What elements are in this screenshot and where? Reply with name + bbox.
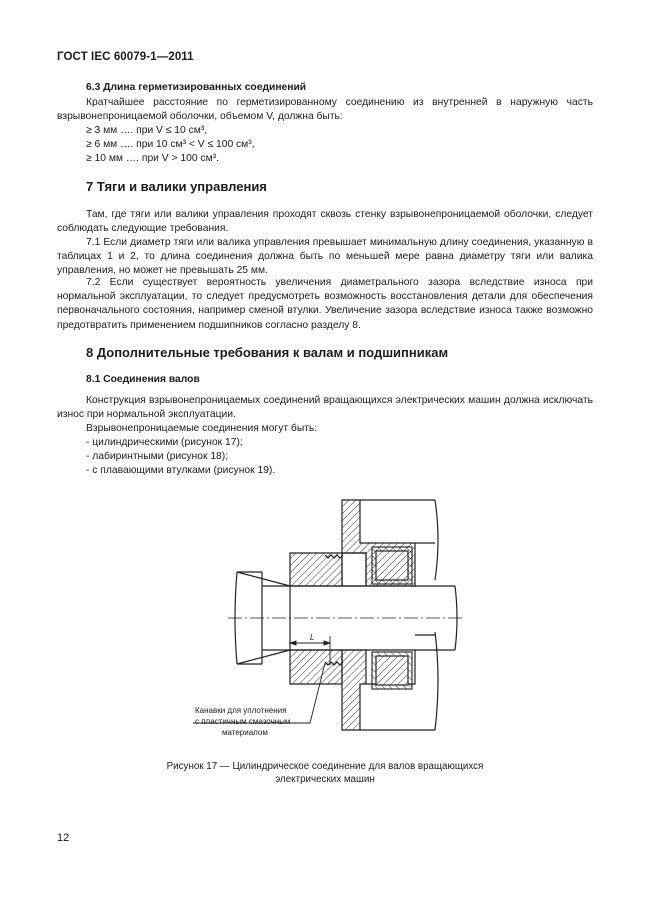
- section-8-heading: 8 Дополнительные требования к валам и подшипникам: [86, 345, 449, 360]
- list-item: ≥ 3 мм …. при V ≤ 10 см³,: [86, 125, 208, 136]
- section-8-1-paragraph: Конструкция взрывонепроницаемых соединений вращающихся электрических машин должна исключать износ при нормальной эксплуатации.: [57, 395, 593, 421]
- list-item: - с плавающими втулками (рисунок 19).: [86, 465, 276, 476]
- dimension-label: L: [310, 633, 315, 642]
- wall-right: [360, 500, 438, 730]
- list-item: - лабиринтными (рисунок 18);: [86, 451, 229, 462]
- page-number: 12: [57, 832, 70, 844]
- callout-line-3: материалом: [222, 728, 268, 737]
- figure-caption-line-2: электрических машин: [275, 774, 375, 785]
- section-7-paragraph: Там, где тяги или валики управления проходят сквозь стенку взрывонепроницаемой оболочки, следует соблюдать следующие требования.: [57, 209, 593, 235]
- section-7-heading: 7 Тяги и валики управления: [86, 179, 267, 194]
- clause-7-1: 7.1 Если диаметр тяги или валика управления превышает минимальную длину соединения, указанную в таблицах 1 и 2, то длина соединения должна быть по меньшей мере равна диаметру тяги или валика управления, но может не превышать 25 мм.: [57, 237, 593, 277]
- list-item: ≥ 10 мм …. при V > 100 см³.: [86, 153, 219, 164]
- section-6-3-intro: Кратчайшее расстояние по герметизированному соединению из внутренней в наружную часть взрывонепроницаемой оболочки, объемом V, должна быть:: [57, 97, 593, 123]
- flange-lower: [290, 650, 343, 684]
- section-8-1-list-intro: Взрывонепроницаемые соединения могут быть:: [86, 423, 318, 434]
- bearing-lower: [372, 652, 412, 689]
- clause-7-2: 7.2 Если существует вероятность увеличения диаметрального зазора вследствие износа при нормальной эксплуатации, то следует предусмотреть возможность восстановления детали для обеспечения первоначального состояния, например сменой втулки. Увеличение зазора вследствие износа также возможно предотвратить применением подшипников согласно разделу 8.: [57, 277, 593, 331]
- figure-caption: [57, 760, 593, 786]
- list-item: - цилиндрическими (рисунок 17);: [86, 437, 243, 448]
- flange-upper: [290, 553, 343, 586]
- figure-caption-line-1: Рисунок 17 — Цилиндрическое соединение для валов вращающихся: [166, 761, 484, 772]
- section-6-3-heading: 6.3 Длина герметизированных соединений: [86, 82, 307, 93]
- list-item: ≥ 6 мм …. при 10 см³ < V ≤ 100 см³,: [86, 139, 255, 150]
- bearing-upper: [372, 547, 412, 584]
- section-8-1-heading: 8.1 Соединения валов: [86, 374, 200, 385]
- document-header: ГОСТ IEC 60079-1—2011: [57, 51, 194, 63]
- callout-line-2: с пластичным смазочным: [195, 717, 291, 726]
- callout-line-1: Канавки для уплотнения: [195, 706, 287, 715]
